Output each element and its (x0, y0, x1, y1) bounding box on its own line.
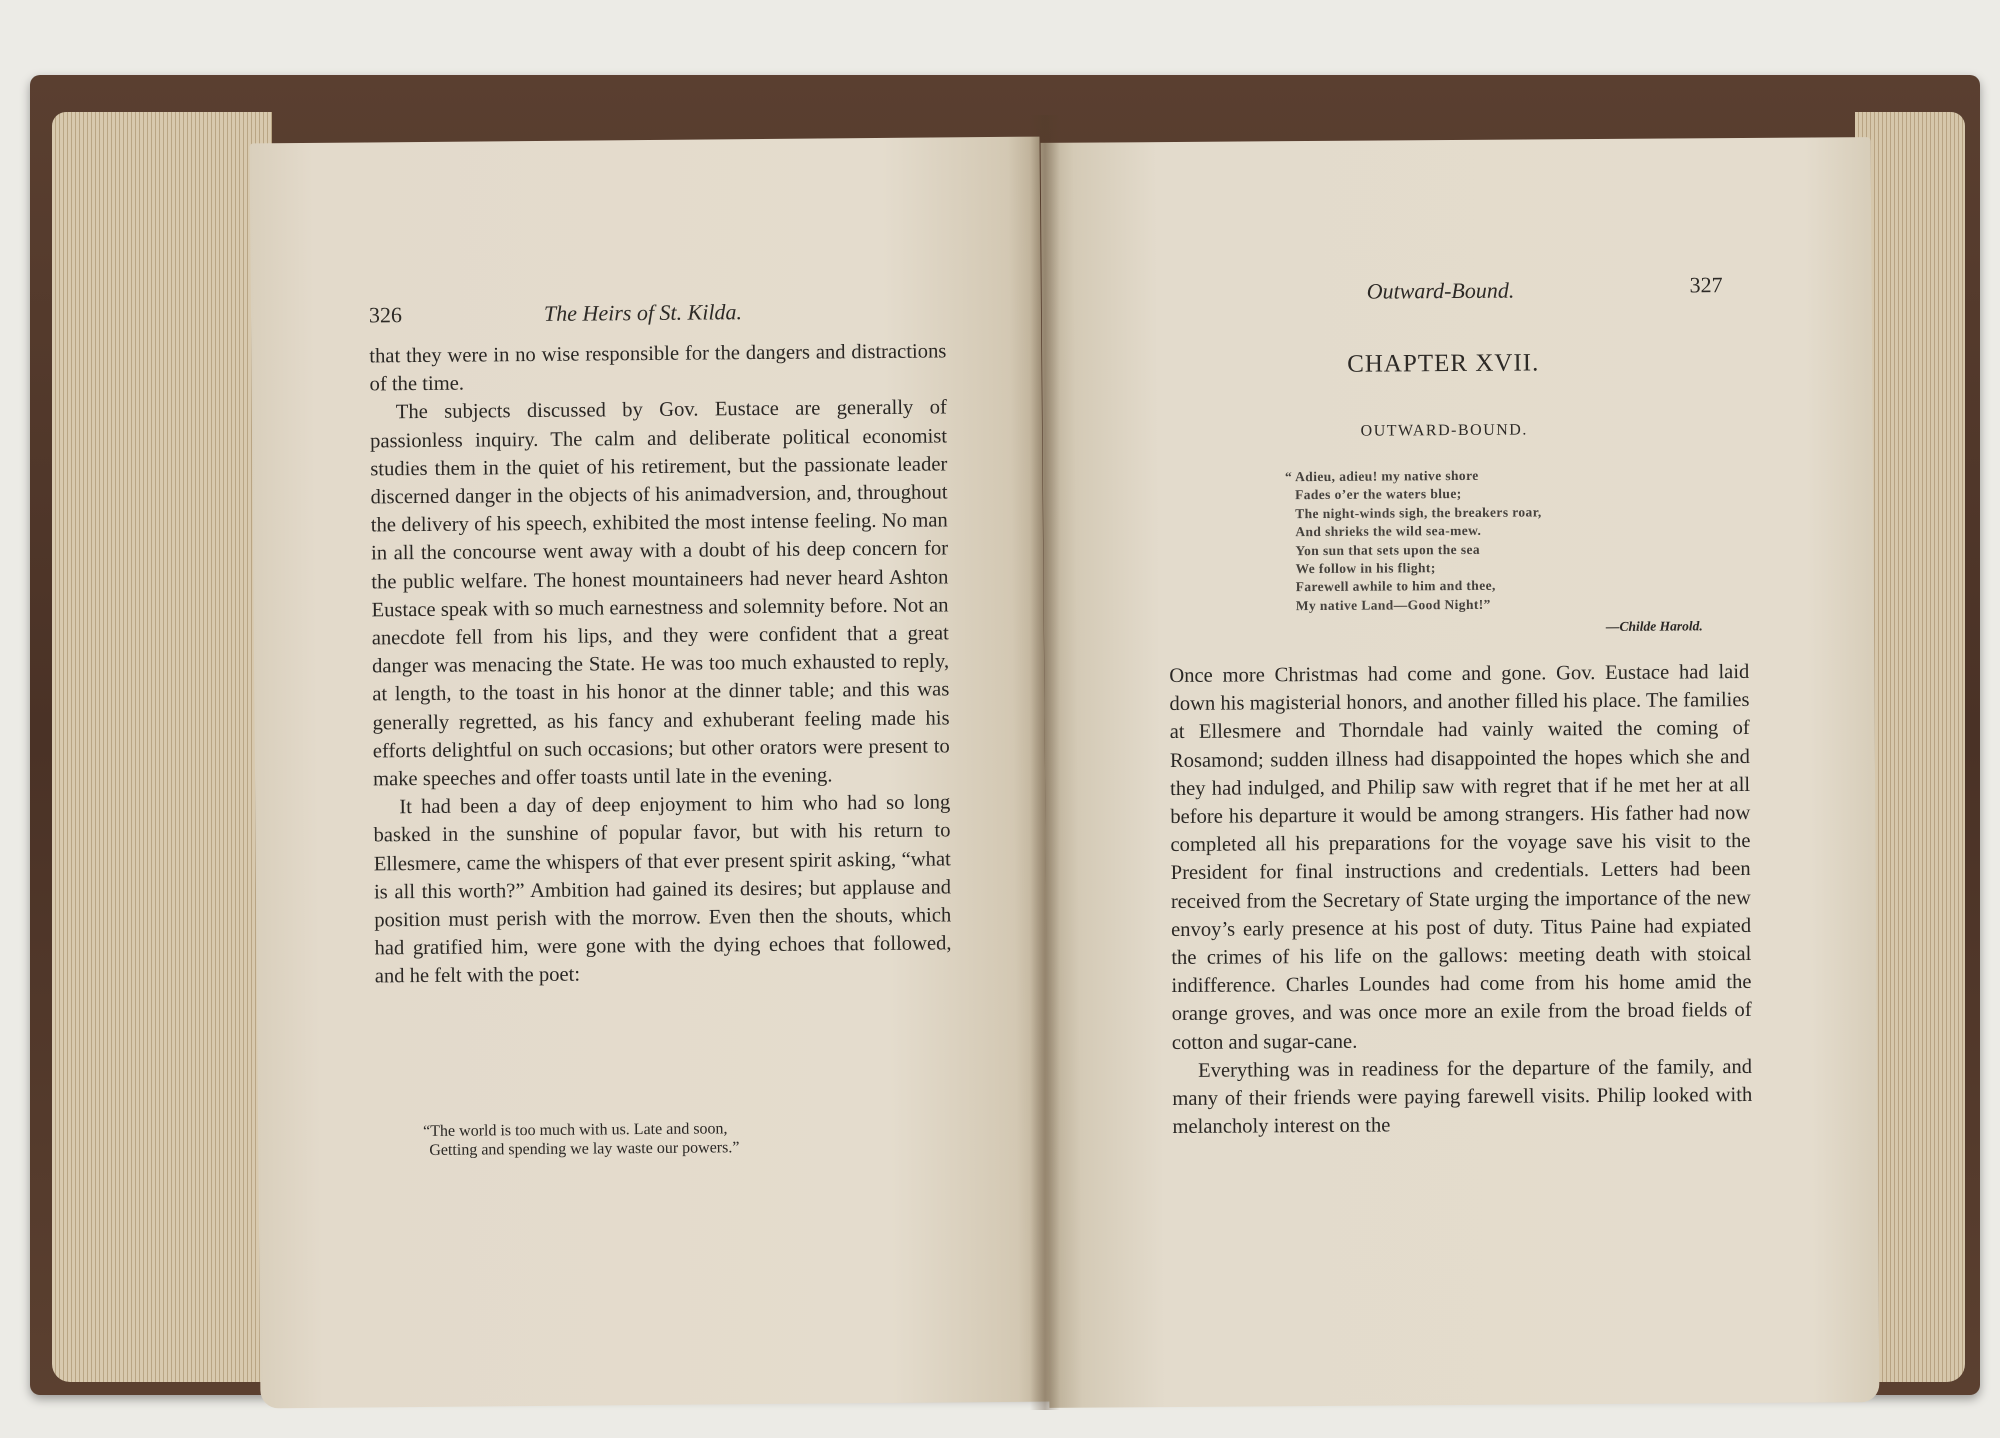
right-page-number: 327 (1689, 272, 1723, 298)
chapter-title: CHAPTER XVII. (1347, 349, 1540, 378)
quote-line-2: Getting and spending we lay waste our powers.” (429, 1139, 740, 1159)
book-gutter (1030, 115, 1060, 1410)
right-running-title: Outward-Bound. (1366, 277, 1515, 304)
verse-line: The night-winds sigh, the breakers roar, (1295, 504, 1542, 521)
left-poem-quote (423, 1117, 943, 1160)
epigraph-attribution: —Childe Harold. (1605, 618, 1703, 634)
verse-line: Yon sun that sets upon the sea (1295, 541, 1481, 558)
verse-line: We follow in his flight; (1295, 560, 1436, 577)
left-page-number: 326 (368, 302, 403, 328)
right-page-header (1042, 272, 1872, 311)
left-paragraph-2: The subjects discussed by Gov. Eustace are generally of passionless inquiry. The calm and deliberate political economist studies them in the quiet of his retirement, but the passionate leader discerned danger in the objects of his animadversion, and, throughout the delivery of his speech, exhibited the most intense feeling. No man in all the concourse went away with a doubt of his deep concern for the public welfare. The honest mountaineers had never heard Ashton Eustace speak with so much earnestness and solemnity before. Not an anecdote fell from his lips, and they were confident that a great danger was menacing the State. He was too much exhausted to reply, at length, to the toast in his honor at the dinner table; and this was generally regretted, as his fancy and exhuberant feeling made his efforts delightful on such occasions; but other orators were present to make speeches and offer toasts until late in the evening. (370, 396, 950, 791)
right-paragraph-1: Once more Christmas had come and gone. Gov. Eustace had laid down his magisterial honors, and another filled his place. The families at Ellesmere and Thorndale had vainly waited the coming of Rosamond; sudden illness had disappointed the hopes which she and they had indulged, and Philip saw with regret that if he met her at all before his departure it would be among strangers. His father had now completed all his preparations for the voyage save his visit to the President for final instructions and credentials. Letters had been received from the Secretary of State urging the importance of the new envoy’s early presence at his post of duty. Titus Paine had expiated the crimes of his life on the gallows: meeting death with stoical indifference. Charles Loundes had come from his home amid the orange groves, and was once more an exile from the broad fields of cotton and sugar-cane. (1169, 660, 1752, 1054)
page-edges-left (52, 112, 272, 1382)
epigraph-verse (1284, 465, 1716, 615)
left-paragraph-3: It had been a day of deep enjoyment to him who had so long basked in the sunshine of popular favor, but with his return to Ellesmere, came the whispers of that ever present spirit asking, “what is all this worth?” Ambition had gained its desires; but applause and position must perish with the morrow. Even then the shouts, which had gratified him, were gone with the dying echoes that followed, and he felt with the poet: (373, 791, 952, 988)
quote-line-1: “The world is too much with us. Late and soon, (423, 1120, 728, 1140)
right-body-text (1169, 658, 1752, 1141)
left-page (249, 137, 1050, 1409)
left-body-text (369, 337, 952, 991)
verse-line: “ Adieu, adieu! my native shore (1284, 467, 1479, 485)
verse-line: Fades o’er the waters blue; (1295, 486, 1462, 503)
verse-line: Farewell awhile to him and thee, (1295, 578, 1496, 595)
right-page (1041, 137, 1880, 1408)
verse-line: My native Land—Good Night!” (1295, 596, 1491, 613)
verse-line: And shrieks the wild sea-mew. (1295, 523, 1482, 540)
chapter-subtitle: OUTWARD-BOUND. (1360, 421, 1528, 440)
left-page-header (369, 298, 929, 333)
right-paragraph-2: Everything was in readiness for the departure of the family, and many of their friends were paying farewell visits. Philip looked with melancholy interest on the (1172, 1055, 1753, 1139)
left-running-title: The Heirs of St. Kilda. (543, 299, 743, 326)
left-paragraph-1: that they were in no wise responsible for the dangers and distractions of the time. (369, 340, 947, 396)
